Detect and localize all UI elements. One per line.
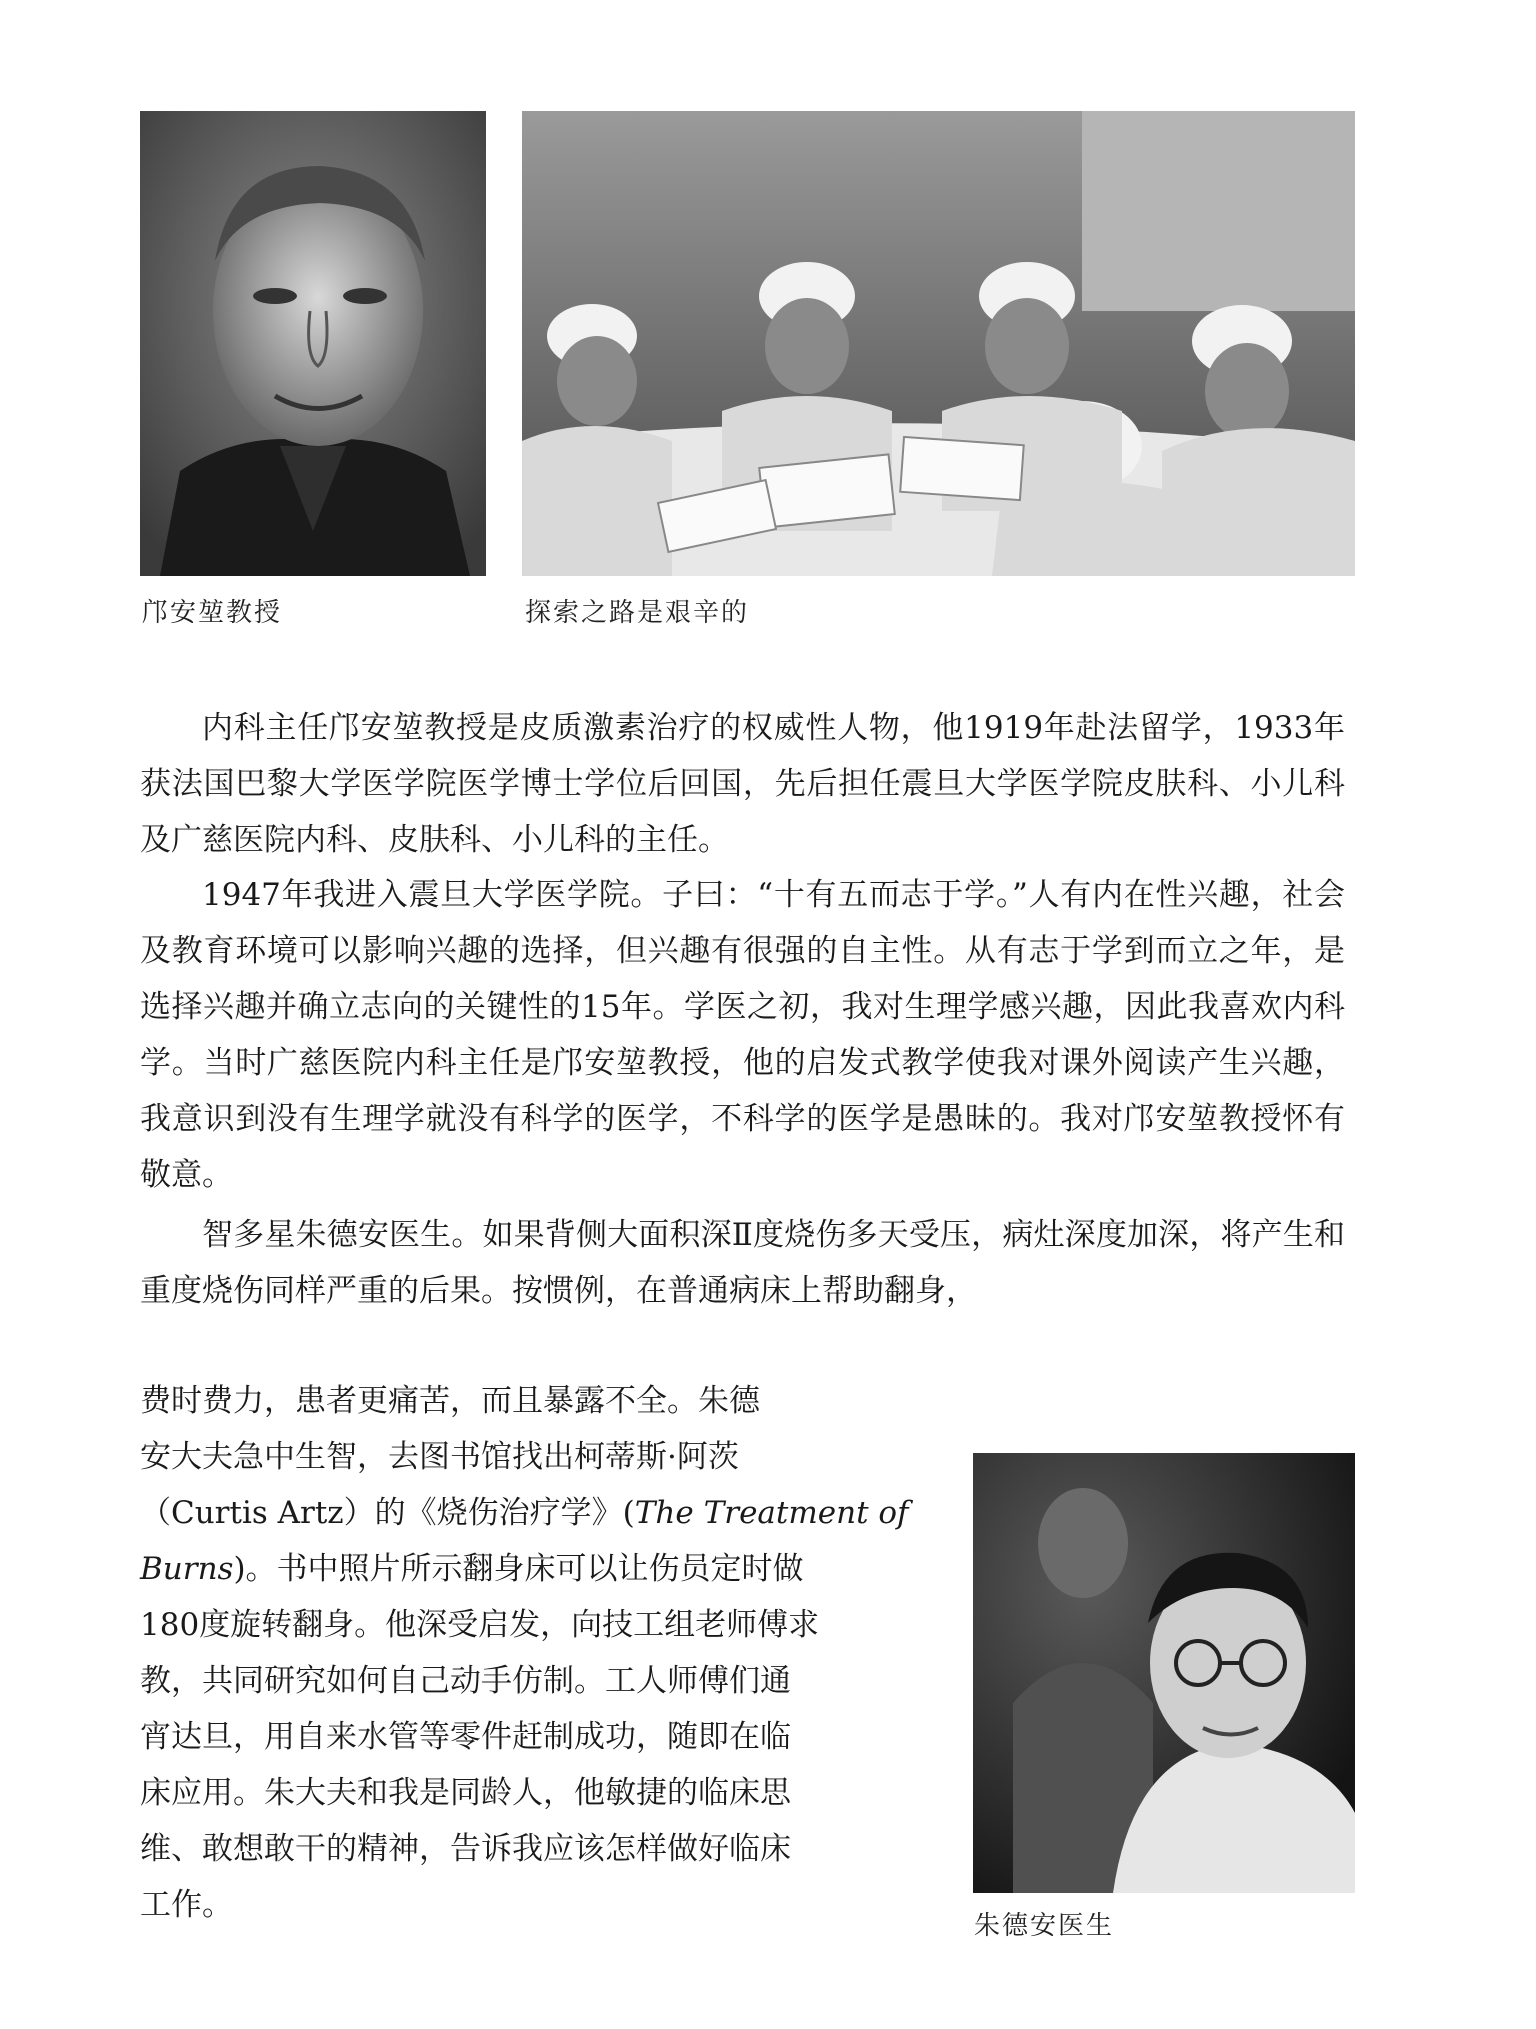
book-title-english: The Treatment of — [634, 1495, 909, 1531]
photo-caption-2: 探索之路是艰辛的 — [525, 598, 750, 628]
book-title-english-cont: Burns — [140, 1551, 234, 1587]
wrap-line-6: 教，共同研究如何自己动手仿制。工人师傅们通 — [140, 1663, 791, 1699]
wrap-line-1: 费时费力，患者更痛苦，而且暴露不全。朱德 — [140, 1383, 760, 1419]
wrap-line-4-text: )。书中照片所示翻身床可以让伤员定时做 — [233, 1551, 804, 1587]
portrait-photo-kuang — [140, 111, 486, 576]
wrap-line-5: 180度旋转翻身。他深受启发，向技工组老师傅求 — [140, 1607, 820, 1643]
paragraph-2: 1947年我进入震旦大学医学院。子曰：“十有五而志于学。”人有内在性兴趣，社会及教育环境可以影响兴趣的选择，但兴趣有很强的自主性。从有志于学到而立之年，是选择兴趣并确立志向的关键性的15年。学医之初，我对生理学感兴趣，因此我喜欢内科学。当时广慈医院内科主任是邝安堃教授，他的启发式教学使我对课外阅读产生兴趣，我意识到没有生理学就没有科学的医学，不科学的医学是愚昧的。我对邝安堃教授怀有敬意。 — [140, 877, 1345, 1193]
wrap-line-8: 床应用。朱大夫和我是同龄人，他敏捷的临床思 — [140, 1775, 791, 1811]
wrap-line-7: 宵达旦，用自来水管等零件赶制成功，随即在临 — [140, 1719, 791, 1755]
wrap-line-4 — [140, 1541, 900, 1597]
group-scene-illustration — [522, 111, 1355, 576]
wrap-line-9: 维、敢想敢干的精神，告诉我应该怎样做好临床 — [140, 1831, 791, 1867]
wrap-line-3-text: （Curtis Artz）的《烧伤治疗学》( — [140, 1495, 635, 1531]
wrap-line-3 — [140, 1485, 909, 1541]
group-photo-research — [522, 111, 1355, 576]
photo-caption-1: 邝安堃教授 — [142, 598, 283, 628]
paragraph-3: 智多星朱德安医生。如果背侧大面积深Ⅱ度烧伤多天受压，病灶深度加深，将产生和重度烧伤同样严重的后果。按惯例，在普通病床上帮助翻身， — [140, 1217, 1345, 1309]
portrait-illustration — [140, 111, 486, 576]
wrap-line-10: 工作。 — [140, 1887, 233, 1923]
paragraph-1: 内科主任邝安堃教授是皮质激素治疗的权威性人物，他1919年赴法留学，1933年获法国巴黎大学医学院医学博士学位后回国，先后担任震旦大学医学院皮肤科、小儿科及广慈医院内科、皮肤科、小儿科的主任。 — [140, 710, 1345, 858]
wrap-line-2: 安大夫急中生智，去图书馆找出柯蒂斯·阿茨 — [140, 1439, 739, 1475]
portrait-zhu-illustration — [973, 1453, 1355, 1893]
photo-caption-3: 朱德安医生 — [974, 1911, 1115, 1941]
portrait-photo-zhu — [973, 1453, 1355, 1893]
